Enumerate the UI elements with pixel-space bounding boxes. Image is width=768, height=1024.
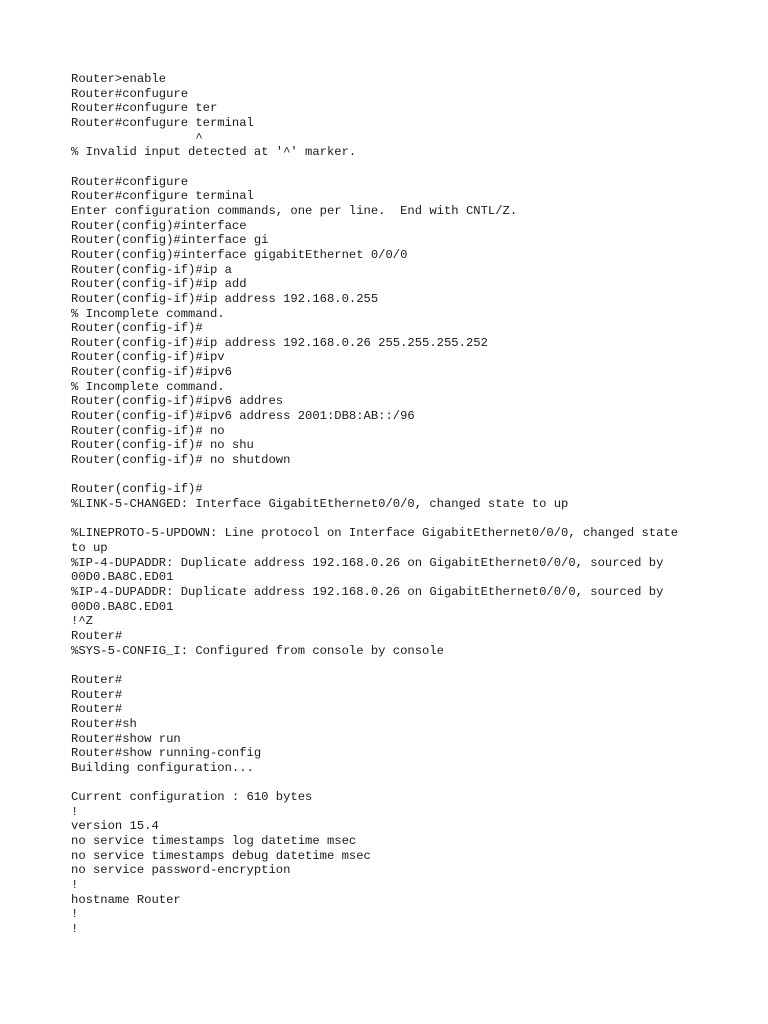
console-line: % Invalid input detected at '^' marker. <box>71 145 357 160</box>
console-line: Router(config-if)#ip a <box>71 262 232 277</box>
console-line: ! <box>71 922 79 937</box>
console-line: Building configuration... <box>71 760 254 775</box>
console-line: !^Z <box>71 614 93 629</box>
blank-line <box>71 658 731 673</box>
console-line: Current configuration : 610 bytes <box>71 790 313 805</box>
console-line: Router(config-if)# no shu <box>71 438 254 453</box>
console-line: Router(config-if)# <box>71 482 203 497</box>
console-line: hostname Router <box>71 892 181 907</box>
console-line: Router(config-if)# no <box>71 423 225 438</box>
console-line: ^ <box>71 130 203 145</box>
console-line: no service timestamps debug datetime msec <box>71 848 371 863</box>
console-line: 00D0.BA8C.ED01 <box>71 599 174 614</box>
console-line: Router(config-if)#ipv6 address 2001:DB8:AB::/96 <box>71 409 415 424</box>
console-line: to up <box>71 541 108 555</box>
console-line: Router(config)#interface <box>71 218 247 233</box>
console-line: %SYS-5-CONFIG_I: Configured from console by console <box>71 643 444 658</box>
console-line: Router(config-if)# no shutdown <box>71 453 291 468</box>
console-line: %IP-4-DUPADDR: Duplicate address 192.168.0.26 on GigabitEthernet0/0/0, sourced by <box>71 584 664 599</box>
console-line: Router(config-if)# <box>71 321 203 336</box>
console-line: Router(config)#interface gi <box>71 233 269 248</box>
console-line: Router(config-if)#ip address 192.168.0.255 <box>71 291 379 306</box>
console-transcript <box>71 72 731 937</box>
console-line: ! <box>71 907 79 922</box>
console-line: Router(config-if)#ip address 192.168.0.26 255.255.255.252 <box>71 335 488 350</box>
console-line: Router# <box>71 702 123 717</box>
console-line: Router(config)#interface gigabitEthernet 0/0/0 <box>71 247 408 262</box>
console-line: no service timestamps log datetime msec <box>71 834 357 849</box>
console-line: Router(config-if)#ipv6 addres <box>71 394 284 409</box>
console-line: Router#configure <box>71 174 189 189</box>
console-line: ! <box>71 804 79 819</box>
console-line: Router# <box>71 628 123 643</box>
blank-line <box>71 512 731 527</box>
console-line: %LINEPROTO-5-UPDOWN: Line protocol on Interface GigabitEthernet0/0/0, changed state <box>71 526 679 541</box>
console-line: Router#show run <box>71 731 181 746</box>
console-line: Router#configure terminal <box>71 189 254 204</box>
console-line: Router#confugure <box>71 86 189 101</box>
console-line: Router(config-if)#ipv6 <box>71 365 232 380</box>
console-line: % Incomplete command. <box>71 379 225 394</box>
console-line: Router(config-if)#ip add <box>71 277 247 292</box>
console-line: Enter configuration commands, one per line. End with CNTL/Z. <box>71 203 518 218</box>
console-line: % Incomplete command. <box>71 306 225 321</box>
blank-line <box>71 160 731 175</box>
console-line: Router#show running-config <box>71 746 262 761</box>
console-line: Router(config-if)#ipv <box>71 350 225 365</box>
console-line: Router# <box>71 672 123 687</box>
console-line: ! <box>71 878 79 893</box>
console-line: Router#sh <box>71 716 137 731</box>
console-line: Router# <box>71 687 123 702</box>
console-line: %IP-4-DUPADDR: Duplicate address 192.168.0.26 on GigabitEthernet0/0/0, sourced by <box>71 555 664 570</box>
console-line: Router>enable <box>71 72 167 86</box>
console-line: %LINK-5-CHANGED: Interface GigabitEthernet0/0/0, changed state to up <box>71 497 569 512</box>
console-line: Router#confugure ter <box>71 101 218 116</box>
console-line: no service password-encryption <box>71 863 291 878</box>
blank-line <box>71 468 731 483</box>
console-line: version 15.4 <box>71 819 159 834</box>
console-line: Router#confugure terminal <box>71 115 254 130</box>
blank-line <box>71 776 731 791</box>
console-line: 00D0.BA8C.ED01 <box>71 570 174 585</box>
